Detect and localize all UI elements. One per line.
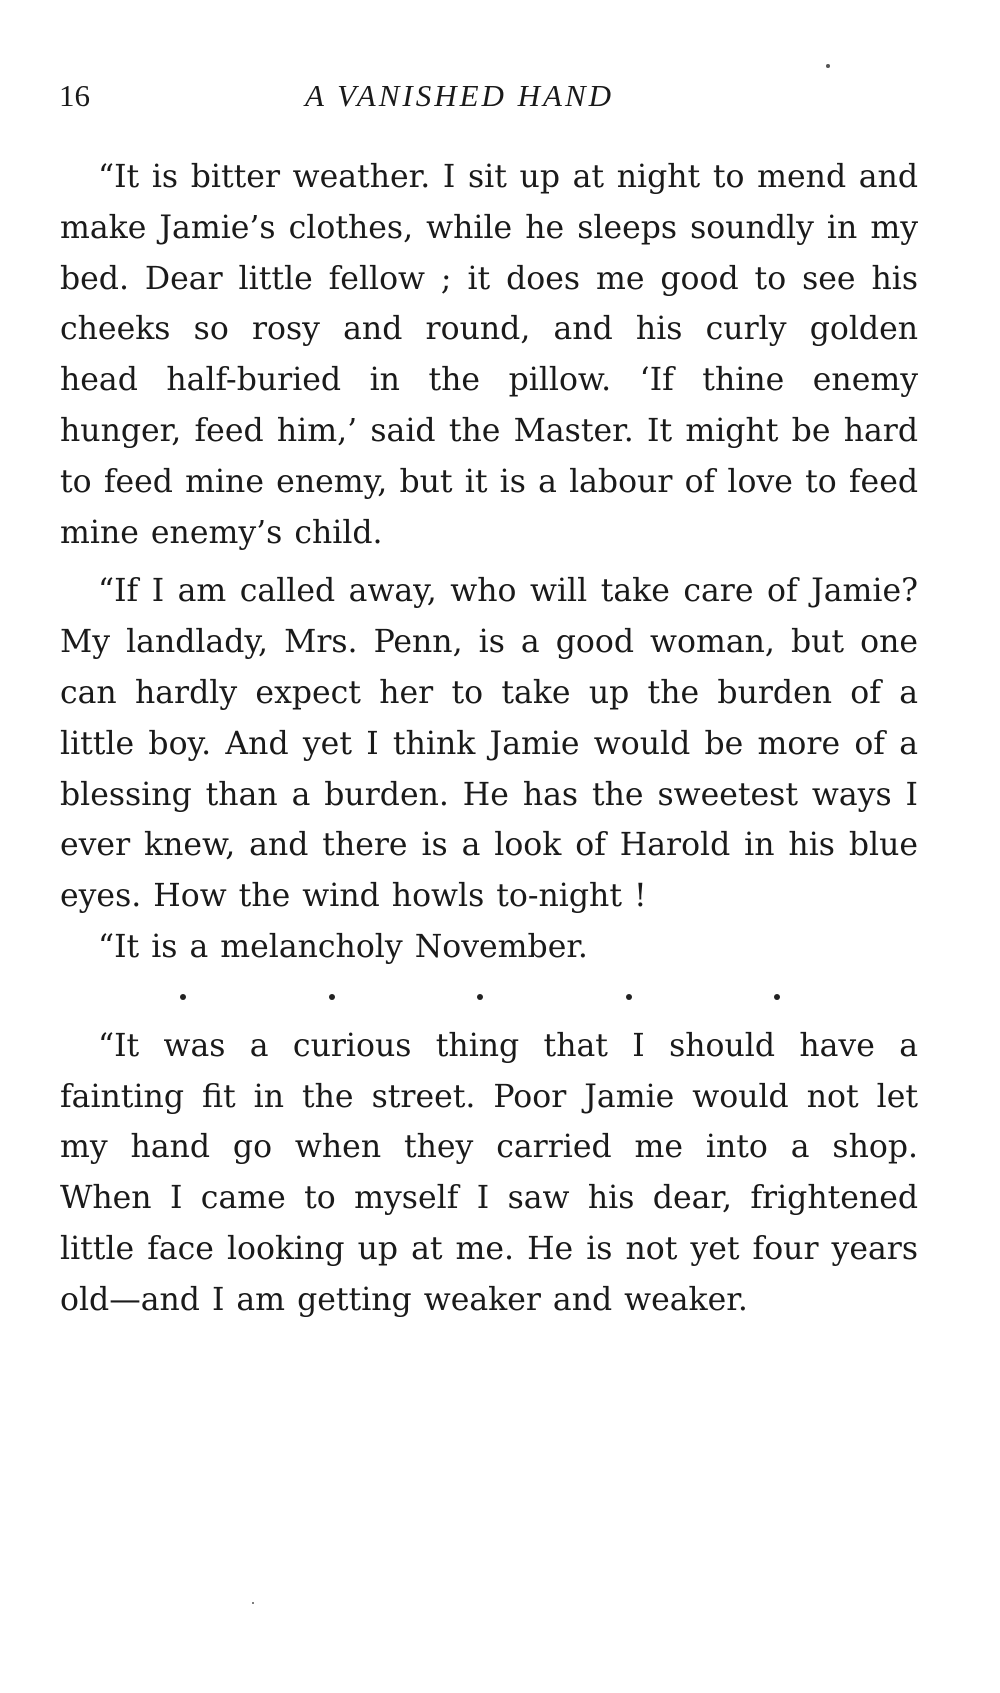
running-head: A VANISHED HAND xyxy=(305,78,615,113)
stray-mark xyxy=(252,1602,254,1604)
paragraph: “It is bitter weather. I sit up at night to mend and make Jamie’s clothes, while he sleeps soundly in my bed. Dear little fellow ; it does me good to see his cheeks so rosy and round, and his curly golden head half-buried in the pillow. ‘If thine enemy hunger, feed him,’ said the Master. It might be hard to feed mine enemy, but it is a labour of love to feed mine enemy’s child. xyxy=(60,159,918,551)
page-header xyxy=(55,78,935,122)
stray-mark xyxy=(826,64,830,68)
section-break xyxy=(180,973,780,1021)
ellipsis-dot xyxy=(180,994,186,1000)
ellipsis-dot xyxy=(774,994,780,1000)
paragraph: “It is a melancholy November. xyxy=(98,928,588,965)
paragraph: “If I am called away, who will take care of Jamie? My landlady, Mrs. Penn, is a good woman, but one can hardly expect her to take up the burden of a little boy. And yet I think Jamie would be more of a blessing than a burden. He has the sweetest ways I ever knew, and there is a look of Harold in his blue eyes. How the wind howls to-night ! xyxy=(60,573,918,915)
paragraph: “It was a curious thing that I should have a fainting fit in the street. Poor Jamie would not let my hand go when they carried me into a shop. When I came to myself I saw his dear, frightened little face looking up at me. He is not yet four years old—and I am getting weaker and weaker. xyxy=(60,1027,918,1318)
paragraph-gap xyxy=(60,558,918,566)
ellipsis-dot xyxy=(477,994,483,1000)
ellipsis-dot xyxy=(626,994,632,1000)
ellipsis-dot xyxy=(329,994,335,1000)
body-text xyxy=(60,152,918,1326)
page-number: 16 xyxy=(59,78,90,113)
